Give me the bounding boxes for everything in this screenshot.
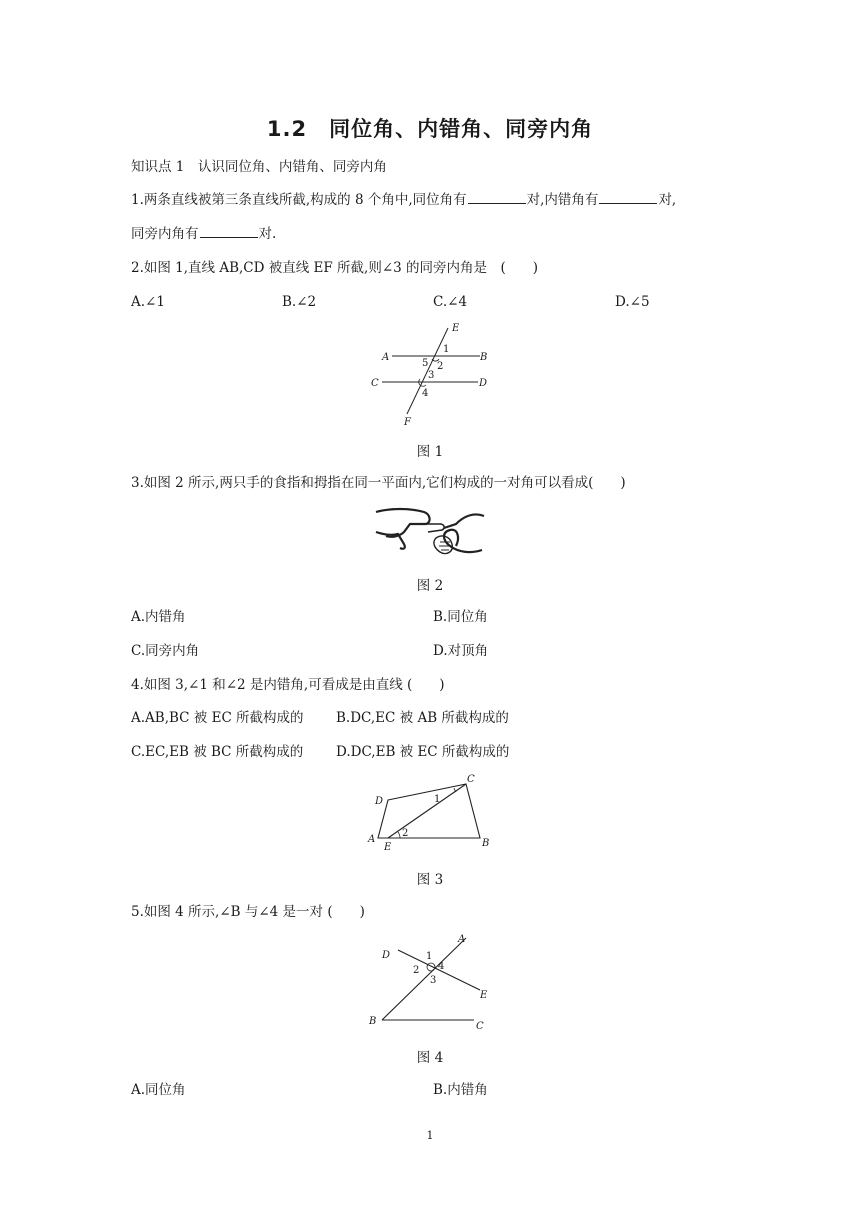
figure-4-caption: 图 4 [416, 1050, 444, 1066]
label-f: F [404, 417, 411, 428]
label-angle-5: 5 [422, 358, 429, 369]
right-index-finger [444, 514, 484, 528]
label-angle-2: 2 [402, 828, 409, 839]
label-b: B [482, 838, 490, 849]
label-angle-3: 3 [428, 370, 435, 381]
figure-3-diagram [362, 770, 498, 854]
q3-option-b[interactable]: B.同位角 [433, 609, 488, 625]
answer-blank-1[interactable] [468, 191, 526, 204]
page-number: 1 [426, 1129, 434, 1142]
label-b: B [369, 1016, 377, 1027]
label-c: C [371, 378, 379, 389]
q4-option-c[interactable]: C.EC,EB 被 BC 所截构成的 [131, 744, 304, 760]
question-3-stem: 3.如图 2 所示,两只手的食指和拇指在同一平面内,它们构成的一对角可以看成( ) [131, 475, 626, 491]
q1-text-4: 同旁内角有 [131, 226, 199, 242]
question-1-line-1 [131, 190, 676, 210]
label-d: D [479, 378, 488, 389]
figure-1-caption: 图 1 [416, 444, 444, 460]
label-e: E [480, 990, 488, 1001]
label-a: A [382, 352, 390, 363]
q2-option-b[interactable]: B.∠2 [282, 294, 317, 310]
label-b: B [480, 352, 488, 363]
q1-text-1: 1.两条直线被第三条直线所截,构成的 8 个角中,同位角有 [131, 192, 467, 208]
label-c: C [476, 1021, 484, 1032]
label-d: D [382, 950, 391, 961]
left-hand-outline [376, 509, 430, 537]
label-a: A [368, 834, 376, 845]
label-angle-4: 4 [438, 961, 445, 972]
q1-text-3: 对, [658, 192, 677, 208]
figure-4-diagram [362, 930, 498, 1036]
angle-arc-2 [398, 832, 400, 838]
figure-3-caption: 图 3 [416, 872, 444, 888]
label-e: E [384, 842, 392, 853]
right-hand-outline [444, 530, 482, 552]
answer-blank-2[interactable] [599, 191, 657, 204]
q4-option-a[interactable]: A.AB,BC 被 EC 所截构成的 [131, 710, 304, 726]
section-heading: 知识点 1 认识同位角、内错角、同旁内角 [131, 159, 387, 175]
quadrilateral-abcd [378, 784, 480, 838]
label-angle-1: 1 [443, 344, 450, 355]
question-4-stem: 4.如图 3,∠1 和∠2 是内错角,可看成是由直线 ( ) [131, 677, 445, 693]
label-angle-4: 4 [422, 388, 429, 399]
q5-option-a[interactable]: A.同位角 [131, 1082, 186, 1098]
question-5-stem: 5.如图 4 所示,∠B 与∠4 是一对 ( ) [131, 904, 365, 920]
figure-2-hands-illustration [370, 502, 490, 562]
question-1-line-2 [131, 224, 276, 244]
q2-option-d[interactable]: D.∠5 [615, 294, 650, 310]
left-index-finger [424, 524, 444, 532]
figure-1-diagram [360, 318, 500, 430]
label-e: E [452, 323, 460, 334]
q4-option-b[interactable]: B.DC,EC 被 AB 所截构成的 [336, 710, 509, 726]
question-2-stem: 2.如图 1,直线 AB,CD 被直线 EF 所截,则∠3 的同旁内角是 ( ) [131, 260, 539, 276]
label-angle-2: 2 [413, 965, 420, 976]
label-angle-2: 2 [437, 361, 444, 372]
q4-option-d[interactable]: D.DC,EB 被 EC 所截构成的 [336, 744, 510, 760]
label-angle-1: 1 [426, 951, 433, 962]
q1-text-5: 对. [258, 226, 277, 242]
q2-option-a[interactable]: A.∠1 [131, 294, 165, 310]
answer-blank-3[interactable] [200, 225, 258, 238]
q3-option-c[interactable]: C.同旁内角 [131, 643, 200, 659]
label-angle-3: 3 [430, 975, 437, 986]
q3-option-a[interactable]: A.内错角 [131, 609, 186, 625]
figure-2-caption: 图 2 [416, 578, 444, 594]
label-d: D [375, 796, 384, 807]
label-a: A [458, 934, 466, 945]
label-c: C [467, 774, 475, 785]
q5-option-b[interactable]: B.内错角 [433, 1082, 488, 1098]
q1-text-2: 对,内错角有 [526, 192, 599, 208]
page-title: 1.2 同位角、内错角、同旁内角 [266, 117, 594, 141]
q2-option-c[interactable]: C.∠4 [433, 294, 468, 310]
q3-option-d[interactable]: D.对顶角 [433, 643, 489, 659]
label-angle-1: 1 [434, 794, 441, 805]
fist-knuckle-lines [439, 542, 451, 550]
line-ba [382, 938, 466, 1020]
